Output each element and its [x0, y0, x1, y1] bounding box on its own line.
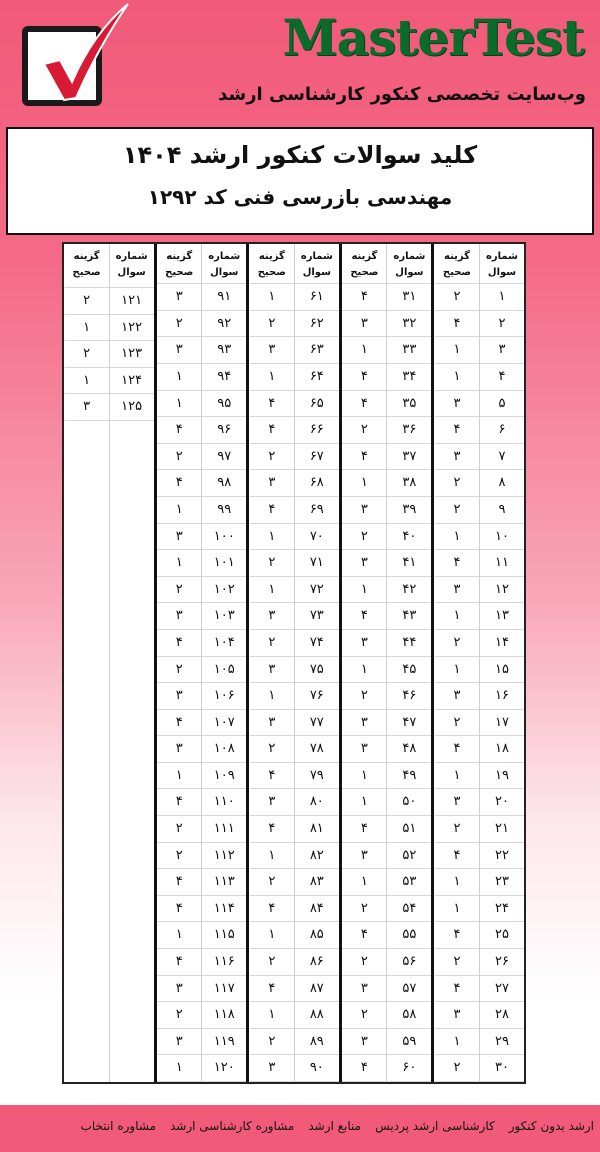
question-number-cell: ۱۰۸ — [202, 736, 246, 763]
correct-answer-cell: ۲ — [250, 444, 294, 471]
question-number-cell: ۴۰ — [387, 524, 431, 551]
question-number-cell: ۴۹ — [387, 763, 431, 790]
correct-answer-cell: ۳ — [342, 311, 386, 338]
correct-answer-column — [250, 244, 295, 1082]
correct-answer-cell: ۲ — [157, 444, 201, 471]
correct-answer-header: گزینه صحیح — [342, 244, 386, 284]
correct-answer-cell: ۱ — [435, 337, 479, 364]
correct-answer-cell: ۳ — [342, 843, 386, 870]
question-number-cell: ۴۸ — [387, 736, 431, 763]
question-number-cell: ۱۷ — [480, 710, 524, 737]
title-box — [6, 127, 594, 235]
correct-answer-cell: ۳ — [250, 710, 294, 737]
question-number-cell: ۱۱۸ — [202, 1002, 246, 1029]
correct-answer-cell: ۴ — [435, 922, 479, 949]
correct-answer-cell: ۱ — [435, 763, 479, 790]
question-number-cell: ۱۱۷ — [202, 976, 246, 1003]
correct-answer-cell: ۲ — [250, 1029, 294, 1056]
question-number-cell: ۴۳ — [387, 603, 431, 630]
question-number-header: شماره سوال — [110, 244, 154, 288]
question-number-cell: ۶۸ — [295, 470, 339, 497]
question-number-cell: ۵ — [480, 391, 524, 418]
question-number-cell: ۳۱ — [387, 284, 431, 311]
correct-answer-cell: ۱ — [157, 550, 201, 577]
question-number-cell: ۵۲ — [387, 843, 431, 870]
question-number-cell: ۲۷ — [480, 976, 524, 1003]
correct-answer-cell: ۳ — [250, 1055, 294, 1082]
question-number-cell: ۹۳ — [202, 337, 246, 364]
correct-answer-cell: ۱ — [157, 763, 201, 790]
question-number-cell: ۱۲۳ — [110, 341, 154, 368]
correct-answer-cell: ۳ — [435, 789, 479, 816]
question-number-column — [387, 244, 431, 1082]
question-number-cell: ۱۰۰ — [202, 524, 246, 551]
footer-link[interactable]: مشاوره کارشناسی ارشد — [170, 1119, 295, 1133]
correct-answer-cell: ۱ — [342, 789, 386, 816]
correct-answer-cell: ۳ — [342, 497, 386, 524]
question-number-cell: ۹۲ — [202, 311, 246, 338]
correct-answer-cell: ۴ — [157, 470, 201, 497]
correct-answer-cell: ۳ — [250, 470, 294, 497]
correct-answer-cell: ۲ — [250, 869, 294, 896]
correct-answer-cell: ۲ — [342, 949, 386, 976]
question-number-cell: ۳۹ — [387, 497, 431, 524]
question-number-cell: ۵۶ — [387, 949, 431, 976]
correct-answer-cell: ۴ — [342, 816, 386, 843]
correct-answer-cell: ۱ — [250, 1002, 294, 1029]
correct-answer-cell: ۲ — [250, 550, 294, 577]
question-number-cell: ۱۳ — [480, 603, 524, 630]
correct-answer-cell: ۳ — [342, 1029, 386, 1056]
correct-answer-cell: ۲ — [435, 630, 479, 657]
correct-answer-cell: ۴ — [157, 417, 201, 444]
question-number-cell: ۵۵ — [387, 922, 431, 949]
question-number-cell: ۶۴ — [295, 364, 339, 391]
question-number-cell: ۷۰ — [295, 524, 339, 551]
question-number-cell: ۵۸ — [387, 1002, 431, 1029]
question-number-cell: ۳۲ — [387, 311, 431, 338]
correct-answer-cell: ۳ — [435, 444, 479, 471]
question-number-cell: ۸۰ — [295, 789, 339, 816]
correct-answer-cell: ۲ — [157, 843, 201, 870]
correct-answer-cell: ۲ — [435, 470, 479, 497]
correct-answer-cell: ۱ — [435, 869, 479, 896]
question-number-cell: ۵۹ — [387, 1029, 431, 1056]
question-number-cell: ۱۰۲ — [202, 577, 246, 604]
correct-answer-cell: ۲ — [65, 288, 109, 315]
question-number-cell: ۷۹ — [295, 763, 339, 790]
correct-answer-cell: ۳ — [435, 683, 479, 710]
footer-link[interactable]: کارشناسی ارشد پردیس — [375, 1119, 495, 1133]
question-number-column — [202, 244, 246, 1082]
question-number-cell: ۴۷ — [387, 710, 431, 737]
footer-link[interactable]: مشاوره انتخاب — [80, 1119, 156, 1133]
correct-answer-cell: ۱ — [435, 603, 479, 630]
question-number-cell: ۹ — [480, 497, 524, 524]
question-number-cell: ۸ — [480, 470, 524, 497]
question-number-cell: ۷۴ — [295, 630, 339, 657]
correct-answer-cell: ۳ — [435, 1002, 479, 1029]
question-number-cell: ۸۷ — [295, 976, 339, 1003]
question-number-cell: ۱۸ — [480, 736, 524, 763]
correct-answer-cell: ۳ — [435, 391, 479, 418]
correct-answer-cell: ۴ — [157, 789, 201, 816]
question-number-cell: ۴۵ — [387, 657, 431, 684]
correct-answer-cell: ۱ — [157, 1055, 201, 1082]
question-number-cell: ۷۱ — [295, 550, 339, 577]
question-number-cell: ۱۱۴ — [202, 896, 246, 923]
question-number-cell: ۲۹ — [480, 1029, 524, 1056]
question-number-cell: ۷۷ — [295, 710, 339, 737]
question-number-cell: ۱۱۱ — [202, 816, 246, 843]
correct-answer-cell: ۴ — [250, 497, 294, 524]
question-number-cell: ۱۲۱ — [110, 288, 154, 315]
correct-answer-cell: ۳ — [157, 337, 201, 364]
question-number-cell: ۳ — [480, 337, 524, 364]
correct-answer-cell: ۳ — [250, 603, 294, 630]
correct-answer-cell: ۴ — [342, 391, 386, 418]
question-number-column — [295, 244, 339, 1082]
question-number-cell: ۸۴ — [295, 896, 339, 923]
question-number-cell: ۹۷ — [202, 444, 246, 471]
correct-answer-cell: ۱ — [65, 368, 109, 395]
question-number-cell: ۱۰۱ — [202, 550, 246, 577]
correct-answer-cell: ۱ — [435, 896, 479, 923]
correct-answer-cell: ۲ — [435, 497, 479, 524]
brand-tagline: وب‌سایت تخصصی کنکور کارشناسی ارشد — [218, 84, 586, 105]
question-number-cell: ۲۶ — [480, 949, 524, 976]
correct-answer-cell: ۳ — [157, 524, 201, 551]
question-number-cell: ۱۰۷ — [202, 710, 246, 737]
question-number-cell: ۱۲۲ — [110, 315, 154, 342]
question-number-cell: ۱۹ — [480, 763, 524, 790]
question-number-cell: ۷ — [480, 444, 524, 471]
answer-key-columns — [64, 244, 524, 1082]
question-number-header: شماره سوال — [480, 244, 524, 284]
question-number-cell: ۱۲۰ — [202, 1055, 246, 1082]
question-number-header: شماره سوال — [387, 244, 431, 284]
correct-answer-cell: ۳ — [342, 710, 386, 737]
correct-answer-cell: ۱ — [250, 524, 294, 551]
question-number-cell: ۲۱ — [480, 816, 524, 843]
correct-answer-cell: ۴ — [435, 843, 479, 870]
question-number-cell: ۳۴ — [387, 364, 431, 391]
question-number-cell: ۹۶ — [202, 417, 246, 444]
question-number-cell: ۸۱ — [295, 816, 339, 843]
question-number-cell: ۶۰ — [387, 1055, 431, 1082]
correct-answer-cell: ۳ — [342, 736, 386, 763]
question-number-cell: ۳۶ — [387, 417, 431, 444]
correct-answer-cell: ۲ — [250, 736, 294, 763]
question-number-cell: ۶۹ — [295, 497, 339, 524]
question-number-cell: ۷۲ — [295, 577, 339, 604]
correct-answer-cell: ۱ — [157, 497, 201, 524]
question-number-cell: ۸۸ — [295, 1002, 339, 1029]
correct-answer-cell: ۲ — [157, 657, 201, 684]
question-number-cell: ۱۰۵ — [202, 657, 246, 684]
correct-answer-cell: ۱ — [435, 1029, 479, 1056]
question-number-cell: ۲۳ — [480, 869, 524, 896]
footer-bar — [0, 1105, 600, 1152]
correct-answer-cell: ۲ — [157, 311, 201, 338]
question-number-cell: ۴ — [480, 364, 524, 391]
answer-block — [154, 244, 247, 1082]
question-number-cell: ۴۶ — [387, 683, 431, 710]
correct-answer-cell: ۴ — [250, 417, 294, 444]
correct-answer-cell: ۳ — [342, 630, 386, 657]
correct-answer-cell: ۴ — [435, 417, 479, 444]
question-number-cell: ۲۲ — [480, 843, 524, 870]
question-number-header: شماره سوال — [202, 244, 246, 284]
correct-answer-cell: ۲ — [157, 577, 201, 604]
correct-answer-cell: ۲ — [342, 896, 386, 923]
correct-answer-cell: ۴ — [157, 869, 201, 896]
question-number-cell: ۶۶ — [295, 417, 339, 444]
correct-answer-cell: ۱ — [157, 922, 201, 949]
correct-answer-header: گزینه صحیح — [435, 244, 479, 284]
question-number-cell: ۲ — [480, 311, 524, 338]
correct-answer-cell: ۱ — [250, 577, 294, 604]
correct-answer-cell: ۲ — [342, 1002, 386, 1029]
question-number-cell: ۱۰ — [480, 524, 524, 551]
correct-answer-cell: ۳ — [342, 976, 386, 1003]
question-number-cell: ۹۹ — [202, 497, 246, 524]
correct-answer-cell: ۲ — [250, 949, 294, 976]
question-number-cell: ۱۰۶ — [202, 683, 246, 710]
footer-link[interactable]: منابع ارشد — [308, 1119, 362, 1133]
question-number-cell: ۳۳ — [387, 337, 431, 364]
correct-answer-cell: ۳ — [157, 1029, 201, 1056]
correct-answer-cell: ۱ — [342, 869, 386, 896]
correct-answer-column — [157, 244, 202, 1082]
correct-answer-cell: ۱ — [435, 364, 479, 391]
correct-answer-cell: ۲ — [435, 949, 479, 976]
question-number-cell: ۶۷ — [295, 444, 339, 471]
correct-answer-cell: ۱ — [342, 657, 386, 684]
question-number-cell: ۱۰۳ — [202, 603, 246, 630]
correct-answer-cell: ۲ — [65, 341, 109, 368]
question-number-header: شماره سوال — [295, 244, 339, 284]
question-number-cell: ۶۵ — [295, 391, 339, 418]
question-number-cell: ۱۵ — [480, 657, 524, 684]
checkmark-logo-icon — [30, 2, 130, 112]
correct-answer-cell: ۴ — [250, 391, 294, 418]
question-number-cell: ۶ — [480, 417, 524, 444]
question-number-cell: ۷۳ — [295, 603, 339, 630]
correct-answer-cell: ۴ — [342, 364, 386, 391]
question-number-cell: ۹۰ — [295, 1055, 339, 1082]
question-number-cell: ۳۰ — [480, 1055, 524, 1082]
question-number-cell: ۹۸ — [202, 470, 246, 497]
answer-block — [431, 244, 524, 1082]
question-number-cell: ۴۲ — [387, 577, 431, 604]
question-number-cell: ۷۶ — [295, 683, 339, 710]
question-number-cell: ۸۲ — [295, 843, 339, 870]
question-number-cell: ۱۶ — [480, 683, 524, 710]
question-number-cell: ۱۱۲ — [202, 843, 246, 870]
question-number-cell: ۸۶ — [295, 949, 339, 976]
question-number-cell: ۴۴ — [387, 630, 431, 657]
question-number-cell: ۲۸ — [480, 1002, 524, 1029]
correct-answer-cell: ۳ — [157, 284, 201, 311]
correct-answer-header: گزینه صحیح — [65, 244, 109, 288]
question-number-cell: ۱۱۳ — [202, 869, 246, 896]
question-number-cell: ۱۱۹ — [202, 1029, 246, 1056]
correct-answer-cell: ۱ — [250, 364, 294, 391]
correct-answer-cell: ۳ — [435, 577, 479, 604]
question-number-column — [110, 244, 154, 1082]
question-number-cell: ۱۲۵ — [110, 394, 154, 421]
answer-block — [246, 244, 339, 1082]
correct-answer-cell: ۱ — [250, 843, 294, 870]
answer-block — [339, 244, 432, 1082]
question-number-cell: ۸۹ — [295, 1029, 339, 1056]
correct-answer-cell: ۲ — [250, 630, 294, 657]
correct-answer-cell: ۱ — [435, 524, 479, 551]
correct-answer-cell: ۴ — [250, 816, 294, 843]
question-number-cell: ۱۱۶ — [202, 949, 246, 976]
correct-answer-cell: ۴ — [157, 630, 201, 657]
question-number-column — [480, 244, 524, 1082]
question-number-cell: ۱۴ — [480, 630, 524, 657]
question-number-cell: ۳۷ — [387, 444, 431, 471]
question-number-cell: ۹۴ — [202, 364, 246, 391]
footer-link[interactable]: ارشد بدون کنکور — [508, 1119, 594, 1133]
question-number-cell: ۹۱ — [202, 284, 246, 311]
correct-answer-cell: ۲ — [250, 311, 294, 338]
question-number-cell: ۲۰ — [480, 789, 524, 816]
correct-answer-cell: ۴ — [435, 311, 479, 338]
question-number-cell: ۱۰۴ — [202, 630, 246, 657]
correct-answer-cell: ۲ — [342, 524, 386, 551]
footer-links — [67, 1119, 594, 1133]
question-number-cell: ۷۸ — [295, 736, 339, 763]
correct-answer-cell: ۳ — [157, 603, 201, 630]
question-number-cell: ۱۲ — [480, 577, 524, 604]
question-number-cell: ۳۸ — [387, 470, 431, 497]
question-number-cell: ۵۰ — [387, 789, 431, 816]
question-number-cell: ۸۵ — [295, 922, 339, 949]
correct-answer-cell: ۳ — [157, 736, 201, 763]
correct-answer-cell: ۱ — [250, 683, 294, 710]
correct-answer-cell: ۱ — [435, 657, 479, 684]
correct-answer-cell: ۳ — [250, 789, 294, 816]
question-number-cell: ۱ — [480, 284, 524, 311]
correct-answer-cell: ۳ — [250, 657, 294, 684]
answer-block — [64, 244, 154, 1082]
correct-answer-column — [435, 244, 480, 1082]
question-number-cell: ۱۱۰ — [202, 789, 246, 816]
question-number-cell: ۵۷ — [387, 976, 431, 1003]
question-number-cell: ۴۱ — [387, 550, 431, 577]
correct-answer-cell: ۴ — [435, 976, 479, 1003]
question-number-cell: ۲۴ — [480, 896, 524, 923]
page-subtitle: مهندسی بازرسی فنی کد ۱۲۹۲ — [147, 185, 453, 209]
correct-answer-cell: ۴ — [157, 710, 201, 737]
question-number-cell: ۵۳ — [387, 869, 431, 896]
correct-answer-cell: ۳ — [342, 550, 386, 577]
correct-answer-cell: ۳ — [157, 976, 201, 1003]
correct-answer-cell: ۱ — [342, 577, 386, 604]
correct-answer-cell: ۴ — [250, 976, 294, 1003]
correct-answer-cell: ۱ — [250, 922, 294, 949]
correct-answer-cell: ۲ — [342, 417, 386, 444]
correct-answer-cell: ۴ — [342, 284, 386, 311]
correct-answer-cell: ۳ — [157, 683, 201, 710]
correct-answer-cell: ۱ — [342, 470, 386, 497]
question-number-cell: ۳۵ — [387, 391, 431, 418]
correct-answer-cell: ۱ — [157, 391, 201, 418]
answer-key-table — [62, 242, 526, 1084]
correct-answer-cell: ۴ — [157, 896, 201, 923]
page-title: کلید سوالات کنکور ارشد ۱۴۰۴ — [122, 141, 478, 169]
correct-answer-cell: ۴ — [250, 896, 294, 923]
correct-answer-column — [342, 244, 387, 1082]
correct-answer-header: گزینه صحیح — [250, 244, 294, 284]
correct-answer-cell: ۲ — [435, 816, 479, 843]
question-number-cell: ۶۲ — [295, 311, 339, 338]
correct-answer-cell: ۲ — [342, 683, 386, 710]
question-number-cell: ۱۱ — [480, 550, 524, 577]
correct-answer-cell: ۱ — [65, 315, 109, 342]
correct-answer-cell: ۴ — [157, 949, 201, 976]
brand-name: MasterTest — [282, 8, 584, 67]
correct-answer-cell: ۲ — [157, 1002, 201, 1029]
correct-answer-cell: ۲ — [435, 1055, 479, 1082]
question-number-cell: ۵۴ — [387, 896, 431, 923]
correct-answer-cell: ۲ — [157, 816, 201, 843]
correct-answer-cell: ۳ — [65, 394, 109, 421]
correct-answer-cell: ۲ — [435, 284, 479, 311]
correct-answer-cell: ۱ — [342, 337, 386, 364]
correct-answer-cell: ۴ — [435, 550, 479, 577]
question-number-cell: ۵۱ — [387, 816, 431, 843]
question-number-cell: ۹۵ — [202, 391, 246, 418]
question-number-cell: ۱۲۴ — [110, 368, 154, 395]
correct-answer-cell: ۴ — [342, 1055, 386, 1082]
correct-answer-cell: ۱ — [342, 763, 386, 790]
question-number-cell: ۶۳ — [295, 337, 339, 364]
correct-answer-cell: ۴ — [435, 736, 479, 763]
correct-answer-cell: ۱ — [157, 364, 201, 391]
question-number-cell: ۶۱ — [295, 284, 339, 311]
correct-answer-cell: ۴ — [342, 603, 386, 630]
correct-answer-column — [65, 244, 110, 1082]
correct-answer-header: گزینه صحیح — [157, 244, 201, 284]
correct-answer-cell: ۴ — [250, 763, 294, 790]
correct-answer-cell: ۳ — [250, 337, 294, 364]
question-number-cell: ۱۰۹ — [202, 763, 246, 790]
question-number-cell: ۷۵ — [295, 657, 339, 684]
correct-answer-cell: ۱ — [250, 284, 294, 311]
correct-answer-cell: ۲ — [435, 710, 479, 737]
question-number-cell: ۸۳ — [295, 869, 339, 896]
question-number-cell: ۱۱۵ — [202, 922, 246, 949]
correct-answer-cell: ۴ — [342, 922, 386, 949]
question-number-cell: ۲۵ — [480, 922, 524, 949]
correct-answer-cell: ۴ — [342, 444, 386, 471]
